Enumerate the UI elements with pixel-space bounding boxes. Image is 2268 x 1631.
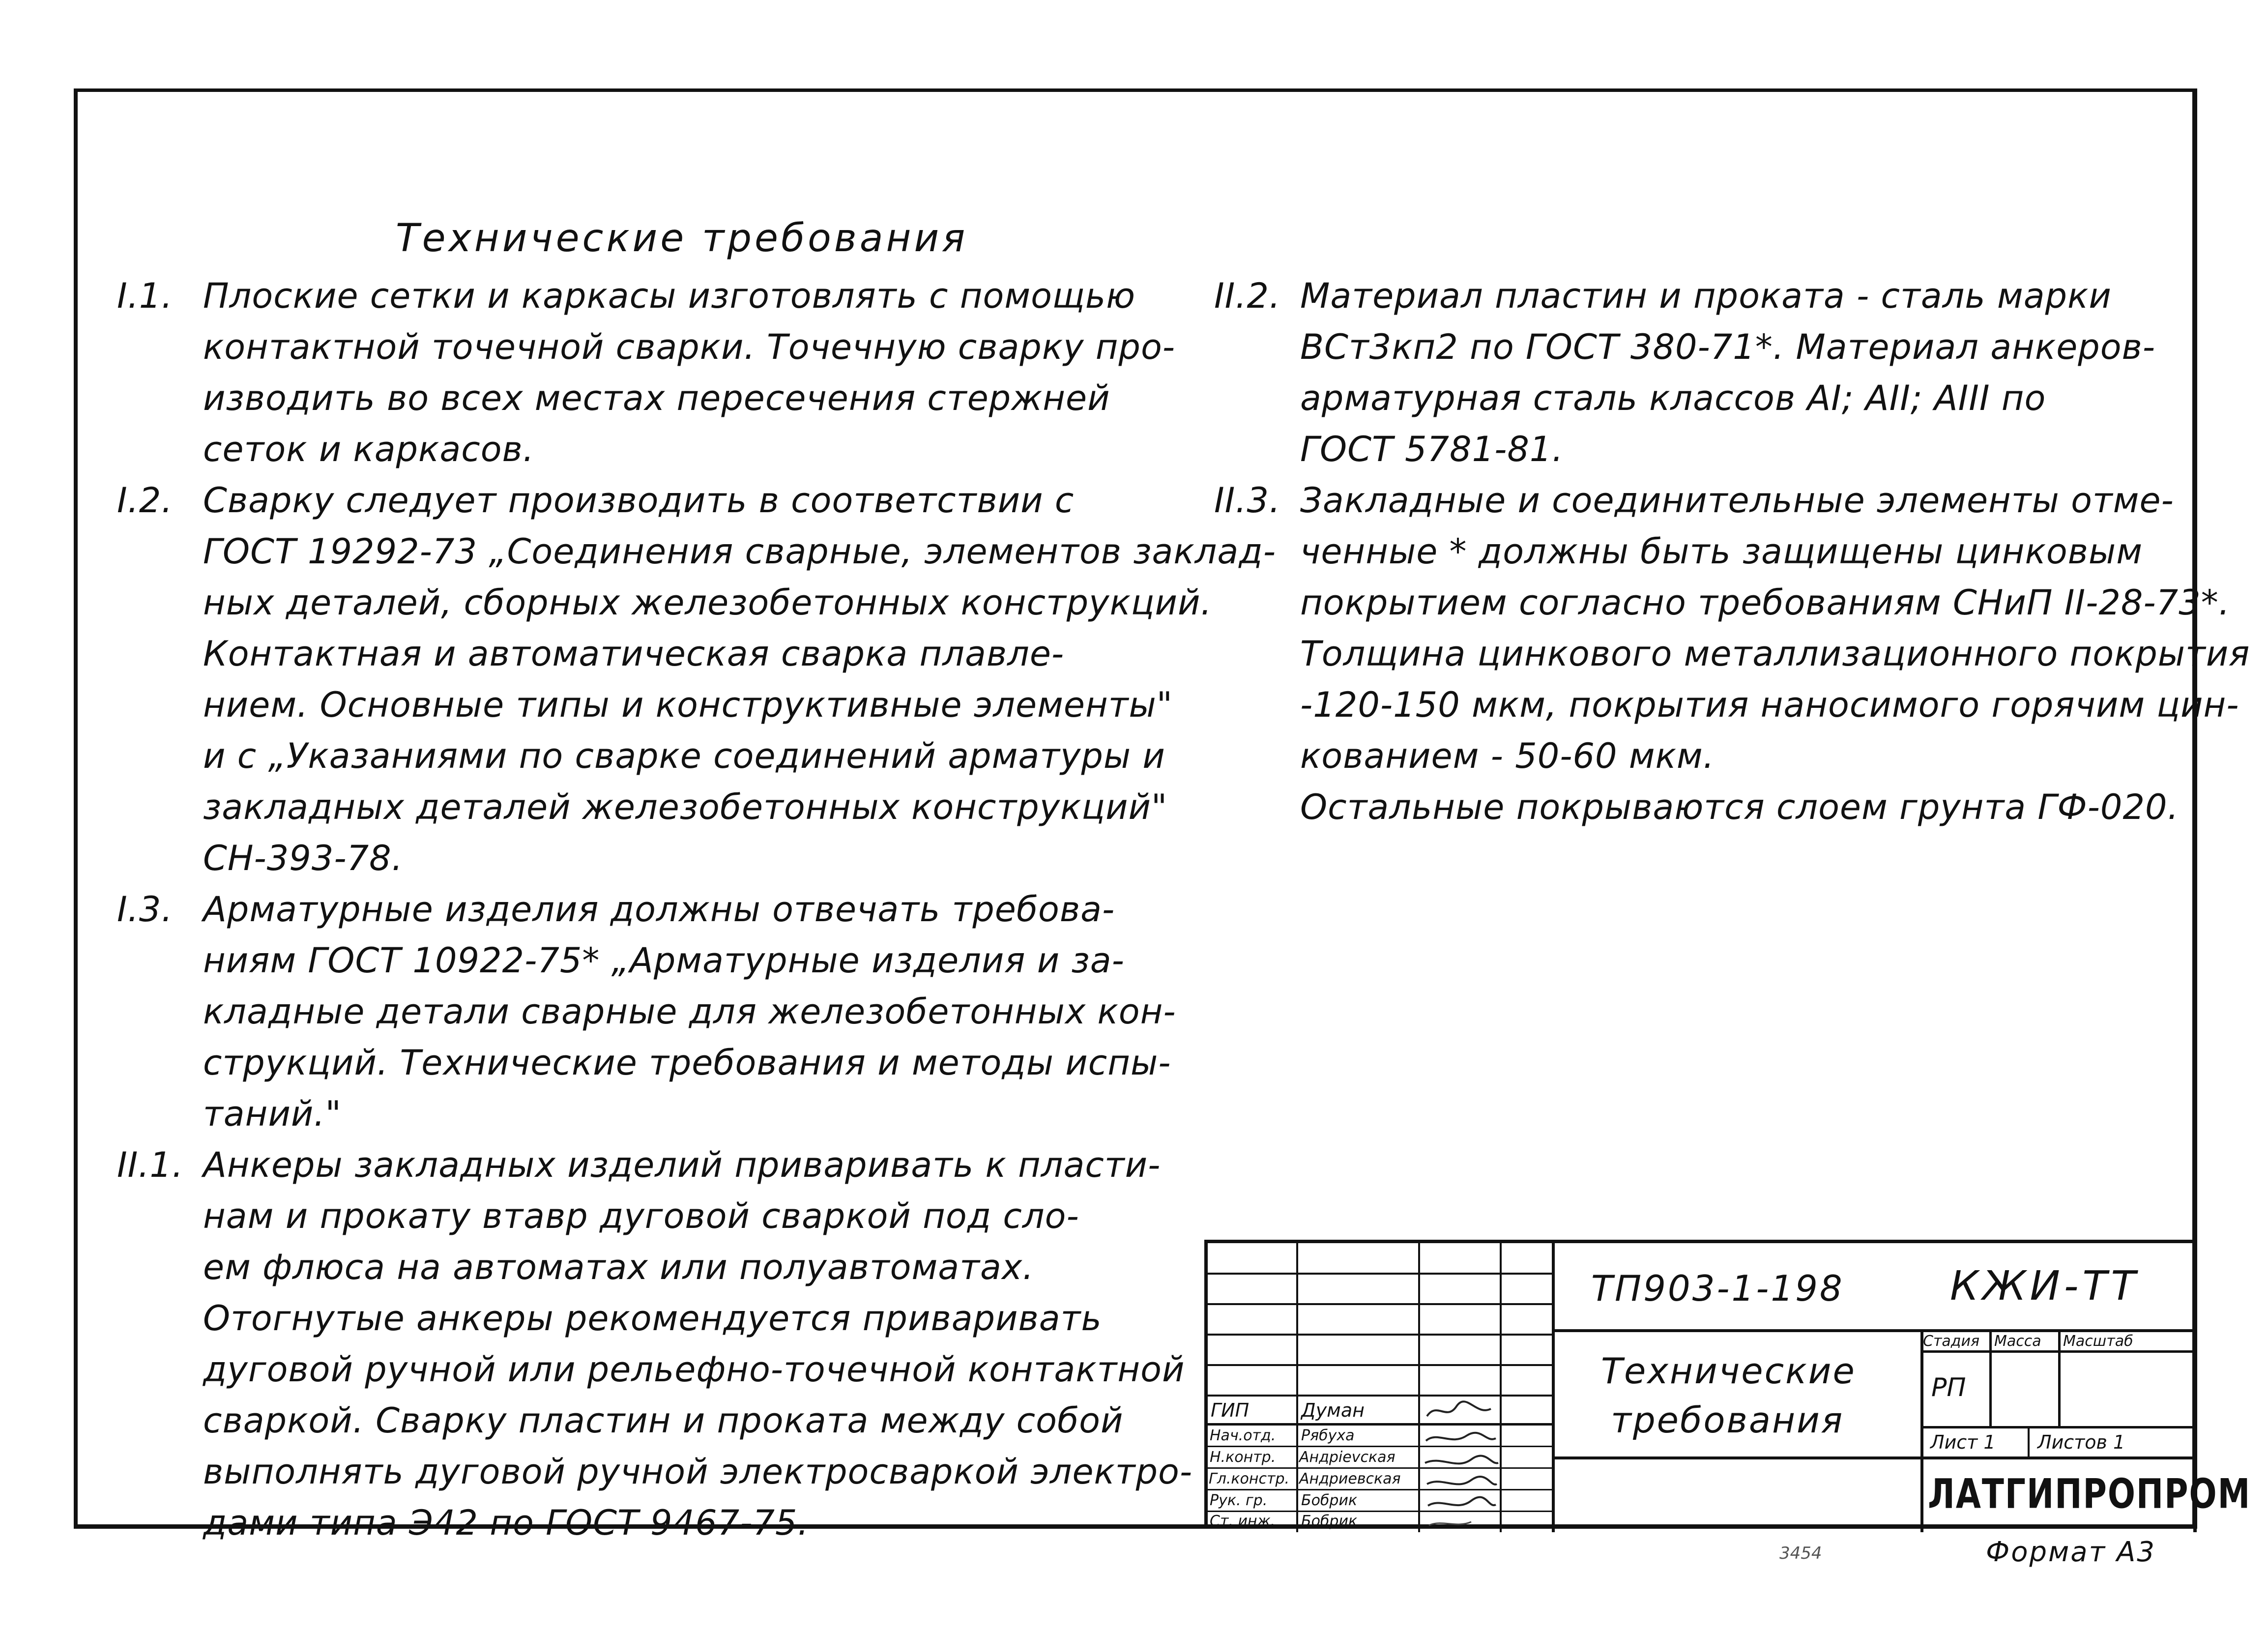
item-number: II.1. bbox=[117, 1145, 184, 1185]
text-line: выполнять дуговой ручной электросваркой электро- bbox=[203, 1452, 1193, 1492]
text-line: сваркой. Сварку пластин и проката между собой bbox=[203, 1400, 1124, 1441]
text-line: ГОСТ 5781-81. bbox=[1300, 429, 1564, 469]
text-line: Арматурные изделия должны отвечать требова- bbox=[203, 889, 1115, 930]
right-column bbox=[1214, 270, 2250, 833]
document-title-line-1: Технические bbox=[1601, 1350, 1856, 1392]
text-line: ниям ГОСТ 10922-75* „Арматурные изделия и за- bbox=[203, 940, 1125, 981]
item-number: I.2. bbox=[117, 480, 173, 521]
staff-name: Андриевская bbox=[1299, 1470, 1401, 1487]
staff-name: Бобрик bbox=[1301, 1513, 1358, 1530]
requirement-I-3 bbox=[117, 884, 1189, 1139]
text-line: Закладные и соединительные элементы отме- bbox=[1300, 480, 2174, 521]
stage-value: РП bbox=[1931, 1373, 1966, 1402]
grid-line bbox=[1920, 1329, 1923, 1532]
grid-line bbox=[1208, 1334, 1552, 1336]
text-line: струкций. Технические требования и методы испы- bbox=[203, 1043, 1171, 1083]
item-number: II.2. bbox=[1214, 276, 1281, 316]
text-line: СН-393-78. bbox=[203, 838, 403, 878]
text-line: сеток и каркасов. bbox=[203, 429, 535, 469]
sheets-count-label: Листов 1 bbox=[2037, 1431, 2125, 1453]
grid-line bbox=[1989, 1329, 1992, 1427]
requirement-I-1 bbox=[117, 270, 1189, 475]
staff-name: Думан bbox=[1301, 1399, 1365, 1421]
text-line: кладные детали сварные для железобетонных кон- bbox=[203, 991, 1176, 1032]
grid-line bbox=[2028, 1426, 2030, 1456]
document-code: ТП903-1-198 bbox=[1591, 1268, 1844, 1309]
item-number: I.3. bbox=[117, 889, 173, 930]
text-line: дами типа Э42 по ГОСТ 9467-75. bbox=[203, 1503, 809, 1543]
page-title: Технические требования bbox=[396, 216, 968, 261]
text-line: ГОСТ 19292-73 „Соединения сварные, элементов заклад- bbox=[203, 531, 1276, 572]
text-line: Материал пластин и проката - сталь марки bbox=[1300, 276, 2112, 316]
grid-line bbox=[1208, 1364, 1552, 1366]
grid-line bbox=[1552, 1329, 2197, 1332]
text-line: Плоские сетки и каркасы изготовлять с помощью bbox=[203, 276, 1136, 316]
grid-line bbox=[1208, 1303, 1552, 1305]
text-line: покрытием согласно требованиям СНиП II-28-73*. bbox=[1300, 582, 2230, 623]
grid-line bbox=[1552, 1243, 1555, 1532]
text-line: Остальные покрываются слоем грунта ГФ-020. bbox=[1300, 787, 2179, 827]
staff-role: Ст. инж. bbox=[1210, 1513, 1276, 1530]
text-line: ченные * должны быть защищены цинковым bbox=[1300, 531, 2143, 572]
text-line: ных деталей, сборных железобетонных конструкций. bbox=[203, 582, 1212, 623]
text-line: Отогнутые анкеры рекомендуется приваривать bbox=[203, 1298, 1102, 1339]
text-line: нием. Основные типы и конструктивные элементы" bbox=[203, 685, 1173, 725]
text-line: таний." bbox=[203, 1094, 342, 1134]
staff-name: Бобрик bbox=[1301, 1492, 1358, 1509]
scale-header: Масштаб bbox=[2063, 1333, 2133, 1350]
grid-line bbox=[1552, 1456, 2197, 1459]
text-line: Анкеры закладных изделий приваривать к пласти- bbox=[203, 1145, 1161, 1185]
grid-line bbox=[2058, 1329, 2061, 1427]
sheet-format: Формат А3 bbox=[1986, 1536, 2156, 1568]
text-line: Толщина цинкового металлизационного покрытия bbox=[1300, 634, 2250, 674]
title-block bbox=[1204, 1240, 2251, 1530]
text-line: дуговой ручной или рельефно-точечной контактной bbox=[203, 1349, 1185, 1390]
staff-name: Андрievская bbox=[1299, 1449, 1396, 1466]
text-line: арматурная сталь классов АI; АII; АIII по bbox=[1300, 378, 2046, 418]
text-line: -120-150 мкм, покрытия наносимого горячим цин- bbox=[1300, 685, 2239, 725]
item-number: II.3. bbox=[1214, 480, 1281, 521]
requirement-II-1 bbox=[117, 1139, 1193, 1548]
archive-number: 3454 bbox=[1779, 1544, 1822, 1563]
text-line: контактной точечной сварки. Точечную сварку про- bbox=[203, 327, 1176, 367]
document-mark: КЖИ-ТТ bbox=[1950, 1263, 2140, 1310]
staff-role: Рук. гр. bbox=[1210, 1492, 1268, 1509]
staff-role: Нач.отд. bbox=[1210, 1427, 1276, 1444]
signatures bbox=[1422, 1397, 1501, 1529]
text-line: закладных деталей железобетонных конструкций" bbox=[203, 787, 1168, 827]
staff-name: Рябуха bbox=[1301, 1427, 1355, 1444]
text-line: кованием - 50-60 мкм. bbox=[1300, 736, 1715, 776]
requirement-II-3 bbox=[1214, 475, 2250, 833]
staff-role: ГИП bbox=[1211, 1399, 1250, 1421]
organization-name: ЛАТГИПРОПРОМ bbox=[1928, 1470, 2251, 1518]
mass-header: Масса bbox=[1994, 1333, 2041, 1350]
grid-line bbox=[1208, 1273, 1552, 1275]
text-line: Контактная и автоматическая сварка плавле- bbox=[203, 634, 1065, 674]
text-line: и с „Указаниями по сварке соединений арматуры и bbox=[203, 736, 1165, 776]
text-line: нам и прокату втавр дуговой сваркой под сло- bbox=[203, 1196, 1079, 1236]
staff-role: Гл.констр. bbox=[1209, 1470, 1290, 1487]
text-line: изводить во всех местах пересечения стержней bbox=[203, 378, 1110, 418]
requirement-II-2 bbox=[1214, 270, 2207, 475]
sheet-label: Лист 1 bbox=[1930, 1431, 1996, 1453]
item-number: I.1. bbox=[117, 276, 173, 316]
staff-role: Н.контр. bbox=[1210, 1449, 1276, 1466]
text-line: ВСт3кп2 по ГОСТ 380-71*. Материал анкеров- bbox=[1300, 327, 2156, 367]
document-title-line-2: требования bbox=[1611, 1399, 1844, 1441]
text-line: Сварку следует производить в соответствии с bbox=[203, 480, 1075, 521]
stage-header: Стадия bbox=[1923, 1333, 1980, 1350]
text-line: ем флюса на автоматах или полуавтоматах. bbox=[203, 1247, 1034, 1287]
